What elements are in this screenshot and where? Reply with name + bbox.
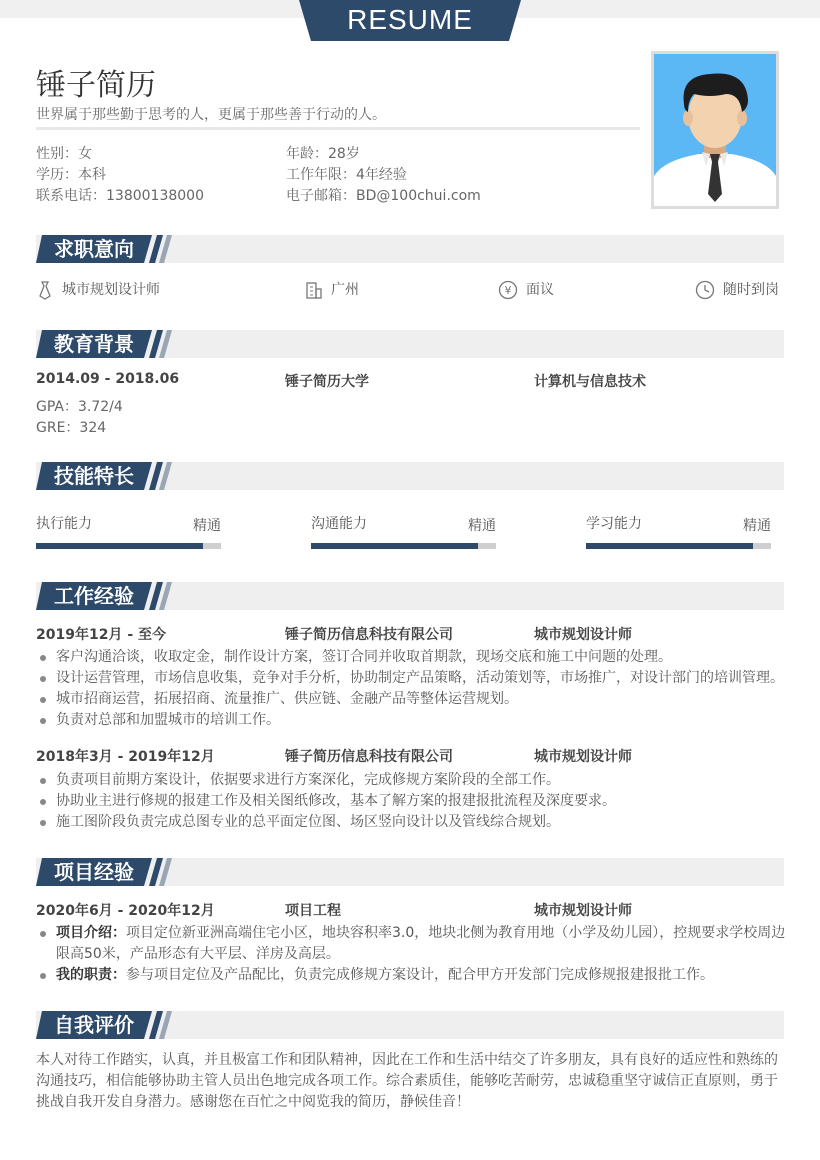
project-period: 2020年6月 - 2020年12月 [36, 903, 215, 919]
phone: 联系电话：13800138000 [36, 188, 204, 204]
duty-text: 客户沟通洽谈，收取定金，制作设计方案，签订合同并收取首期款，现场交底和施工中问题的处理。 [56, 649, 672, 665]
duty-text: 施工图阶段负责完成总图专业的总平面定位图、场区竖向设计以及管线综合规划。 [56, 814, 560, 830]
skill-bar-fill [36, 543, 203, 549]
work-years: 工作年限：4年经验 [286, 167, 407, 183]
skill-level: 精通 [743, 518, 771, 534]
resume-banner [299, 0, 521, 41]
svg-text:¥: ¥ [504, 284, 512, 297]
education-level: 学历：本科 [36, 167, 106, 183]
skill-bar-fill [586, 543, 753, 549]
project-duty-label: 我的职责： [56, 967, 126, 983]
email: 电子邮箱：BD@100chui.com [286, 188, 481, 204]
project-name: 项目工程 [285, 903, 341, 919]
self-evaluation: 本人对待工作踏实，认真，并且极富工作和团队精神，因此在工作和生活中结交了许多朋友，具有良好的适应性和熟练的沟通技巧，相信能够协助主管人员出色地完成各项工作。综合素质佳，能够吃苦耐劳，忠诚稳重坚守诚信正直原则，勇于挑战自我开发自身潜力。感谢您在百忙之中阅览我的简历，静候佳音！ [36, 1052, 778, 1110]
gpa: GPA：3.72/4 [36, 399, 123, 415]
section-intent [36, 235, 784, 263]
section-self-eval [36, 1011, 784, 1039]
duty-text: 协助业主进行修规的报建工作及相关图纸修改，基本了解方案的报建报批流程及深度要求。 [56, 793, 616, 809]
project-intro-text: 项目定位新亚洲高端住宅小区，地块容积率3.0，地块北侧为教育用地（小学及幼儿园），控规要求学校周边限高50米，产品形态有大平层、洋房及高层。 [56, 925, 786, 962]
duty-text: 负责对总部和加盟城市的培训工作。 [56, 712, 280, 728]
building-icon [305, 280, 323, 300]
project-intro-label: 项目介绍： [56, 925, 126, 941]
section-title: 项目经验 [54, 860, 134, 884]
intent-position-label: 城市规划设计师 [62, 282, 160, 298]
section-title: 技能特长 [54, 464, 134, 488]
intent-city-label: 广州 [331, 282, 359, 298]
divider [36, 127, 640, 130]
section-projects [36, 858, 784, 886]
gender: 性别：女 [36, 146, 92, 162]
work-company: 锤子简历信息科技有限公司 [285, 627, 453, 643]
intent-availability-label: 随时到岗 [723, 282, 779, 298]
work-company: 锤子简历信息科技有限公司 [285, 749, 453, 765]
gre: GRE：324 [36, 420, 107, 436]
skill-bar [311, 543, 496, 549]
tie-icon [36, 280, 54, 300]
work-title: 城市规划设计师 [534, 627, 632, 643]
section-title: 求职意向 [54, 237, 134, 261]
clock-icon [695, 280, 715, 300]
skill-level: 精通 [193, 518, 221, 534]
motto: 世界属于那些勤于思考的人，更属于那些善于行动的人。 [36, 107, 386, 123]
skill-bar [586, 543, 771, 549]
skill-name: 执行能力 [36, 516, 92, 532]
intent-salary-label: 面议 [526, 282, 554, 298]
education-period: 2014.09 - 2018.06 [36, 371, 180, 387]
skill-name: 学习能力 [586, 516, 642, 532]
skill-name: 沟通能力 [311, 516, 367, 532]
skill-level: 精通 [468, 518, 496, 534]
school: 锤子简历大学 [285, 374, 369, 390]
resume-label: RESUME [347, 4, 473, 35]
section-skills [36, 462, 784, 490]
major: 计算机与信息技术 [534, 374, 646, 390]
project-duty-text: 参与项目定位及产品配比，负责完成修规方案设计，配合甲方开发部门完成修规报建报批工作。 [126, 967, 714, 983]
duty-text: 负责项目前期方案设计，依据要求进行方案深化，完成修规方案阶段的全部工作。 [56, 772, 560, 788]
section-title: 工作经验 [54, 584, 134, 608]
intent-availability [695, 280, 779, 300]
duty-text: 城市招商运营，拓展招商、流量推广、供应链、金融产品等整体运营规划。 [56, 691, 518, 707]
avatar [651, 51, 779, 209]
intent-position [36, 280, 160, 300]
age: 年龄：28岁 [286, 146, 360, 162]
work-period: 2018年3月 - 2019年12月 [36, 749, 215, 765]
section-education [36, 330, 784, 358]
section-title: 教育背景 [54, 332, 134, 356]
section-work [36, 582, 784, 610]
candidate-name: 锤子简历 [36, 68, 156, 103]
work-title: 城市规划设计师 [534, 749, 632, 765]
work-period: 2019年12月 - 至今 [36, 627, 167, 643]
skill-bar-fill [311, 543, 478, 549]
duty-text: 设计运营管理，市场信息收集，竞争对手分析，协助制定产品策略，活动策划等，市场推广，对设计部门的培训管理。 [56, 670, 784, 686]
intent-salary [498, 280, 554, 300]
yen-icon [498, 280, 518, 300]
section-title: 自我评价 [54, 1013, 134, 1037]
intent-city [305, 280, 359, 300]
skill-bar [36, 543, 221, 549]
project-role: 城市规划设计师 [534, 903, 632, 919]
